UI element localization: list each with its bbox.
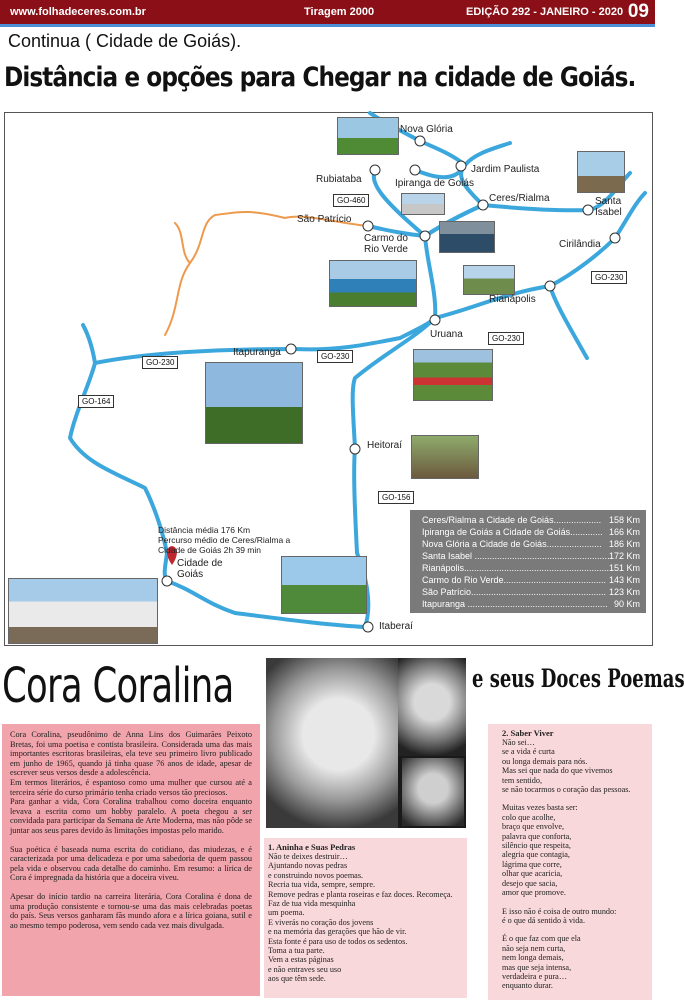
- town-dot-carmo: [420, 231, 430, 241]
- poem-line: Ajuntando novas pedras: [268, 861, 348, 871]
- distance-row: Itapuranga ........................................................ 90 Km: [422, 599, 640, 609]
- road-map: [4, 112, 653, 646]
- distance-table: [410, 510, 646, 613]
- poem-saber-viver: [488, 724, 652, 1000]
- poem-line: não seja nem curta,: [502, 943, 566, 953]
- tiragem: Tiragem 2000: [304, 6, 375, 18]
- town-dot-jardim-paulista: [456, 161, 466, 171]
- poem-line: Vem a estas páginas: [268, 955, 334, 965]
- photo-ipiranga: [401, 193, 445, 215]
- page-number: 09: [627, 1, 649, 22]
- site-url[interactable]: www.folhadeceres.com.br: [10, 6, 146, 18]
- road-label-go164: GO-164: [78, 395, 114, 408]
- label-ceres-rialma: Ceres/Rialma: [489, 193, 550, 204]
- label-ipiranga: Ipiranga de Goiás: [395, 178, 474, 189]
- label-heitorai: Heitoraí: [367, 440, 403, 451]
- town-dot-ceres-rialma: [478, 200, 488, 210]
- portrait-elderly: [266, 658, 398, 828]
- photo-uruana: [413, 349, 493, 401]
- distance-row: Santa Isabel ...................................................... 172 Km: [422, 551, 640, 561]
- poem-line: [502, 898, 652, 907]
- road-label-go230-uruana: GO-230: [488, 332, 524, 345]
- poem-line: Esta fonte é para uso de todos os sedentos.: [268, 936, 408, 946]
- headline: Distância e opções para Chegar na cidade de Goiás.: [4, 62, 636, 93]
- photo-santa-isabel: [577, 151, 625, 193]
- town-dot-cidade-goias: [162, 576, 172, 586]
- cora-portrait-collage: [266, 658, 466, 828]
- cora-subtitle: e seus Doces Poemas: [472, 664, 685, 693]
- poem-line: Toma a tua parte.: [268, 946, 325, 956]
- poem-line: silêncio que respeita,: [502, 841, 571, 851]
- town-dot-nova-gloria: [415, 136, 425, 146]
- continuation-label: Continua ( Cidade de Goiás).: [8, 31, 242, 51]
- town-dot-heitorai: [350, 444, 360, 454]
- label-rianapolis: Rianápolis: [489, 294, 536, 305]
- poem-line: e não entraves seu uso: [268, 964, 342, 974]
- bio-paragraph: Sua poética é baseada numa escrita do cotidiano, das miudezas, e é caracterizada por uma delicadeza e por uma sabedoria de quem passou pela vida e observou cada detalhe do caminho. Em resumo: a lírica de Cora é impregnada da história que a doceira viveu.: [10, 844, 252, 883]
- label-cirilandia: Cirilândia: [559, 239, 601, 250]
- poem-line: um poema.: [268, 908, 305, 918]
- poem-line: se a vida é curta: [502, 747, 555, 757]
- poem-line: braço que envolve,: [502, 822, 565, 832]
- poem-line: [502, 925, 652, 934]
- road-label-go460: GO-460: [333, 194, 369, 207]
- photo-cidade-goias: [8, 578, 158, 644]
- distance-row: Nova Glória a Cidade de Goiás...................... 186 Km: [422, 539, 640, 549]
- poem-line: e construindo novos poemas.: [268, 870, 364, 880]
- poem-line: colo que acolhe,: [502, 812, 556, 822]
- photo-itapuranga: [205, 362, 303, 444]
- header-accent-line: [0, 24, 655, 27]
- distance-row: São Patrício...................................................... 123 Km: [422, 587, 640, 597]
- poem-line: Muitas vezes basta ser:: [502, 803, 578, 813]
- average-distance-note: Distância média 176 Km Percurso médio de Ceres/Rialma a Cidade de Goiás 2h 39 min: [158, 525, 291, 555]
- poem-line: desejo que sacia,: [502, 878, 558, 888]
- biography-box: [2, 724, 260, 996]
- poem-line: É o que faz com que ela: [502, 934, 581, 944]
- photo-carmo: [329, 260, 417, 307]
- poem-line: Não te deixes destruir…: [268, 852, 348, 861]
- poem-line: [502, 794, 652, 803]
- distance-row: Ceres/Rialma a Cidade de Goiás................... 158 Km: [422, 515, 640, 525]
- town-dot-uruana: [430, 315, 440, 325]
- poem-line: Recria tua vida, sempre, sempre.: [268, 880, 376, 890]
- road-go460-alt-branch: [175, 223, 190, 263]
- road-label-go230-west: GO-230: [142, 356, 178, 369]
- poem-line: se não tocarmos o coração das pessoas.: [502, 785, 631, 795]
- poem-aninha: [264, 838, 467, 998]
- photo-heitorai: [411, 435, 479, 479]
- photo-nova-gloria: [337, 117, 399, 155]
- label-sao-patricio: São Patrício: [297, 214, 352, 225]
- poem-line: amor que promove.: [502, 888, 566, 898]
- cora-title: Cora Coralina: [2, 658, 234, 714]
- label-rubiataba: Rubiataba: [316, 174, 362, 185]
- poem-line: E viverás no coração dos jovens: [268, 917, 374, 927]
- poem-line: palavra que conforta,: [502, 831, 572, 841]
- road-cirilandia-south: [550, 286, 587, 358]
- poem-line: Remove pedras e planta roseiras e faz doces. Recomeça.: [268, 889, 453, 899]
- poem-line: nem longa demais,: [502, 953, 564, 963]
- poem-line: aos que têm sede.: [268, 974, 326, 984]
- poem-line: Faz de tua vida mesquinha: [268, 899, 356, 909]
- town-dot-itapuranga: [286, 344, 296, 354]
- portrait-old-woman: [402, 758, 464, 826]
- photo-ceres: [439, 221, 495, 253]
- label-itapuranga: Itapuranga: [233, 347, 281, 358]
- town-dot-sao-patricio: [363, 221, 373, 231]
- poem-line: é o que dá sentido à vida.: [502, 915, 585, 925]
- road-label-go156: GO-156: [378, 491, 414, 504]
- poem-title: 1. Aninha e Suas Pedras: [268, 842, 356, 852]
- bio-paragraph: Cora Coralina, pseudônimo de Anna Lins dos Guimarães Peixoto Bretas, foi uma poetisa e contista brasileira. Considerada uma das mais importantes escritoras brasileiras, ela teve seu primeiro livro publicado em junho de 1965, quando já tinha quase 76 anos de idade, apesar de escrever seus versos desde a adolescência. Em termos literários, é espantoso como uma mulher que cursou até a terceira série do curso primário tenha criado versos tão preciosos. Para ganhar a vida, Cora Coralina trabalhou como doceira enquanto levava a escrita como um hobby paralelo. A poeta chegou a ser convidada para participar da Semana de Arte Moderna, mas não pôde se juntar aos seus pares devido às limitações impostas pelo marido.: [10, 730, 252, 835]
- label-nova-gloria: Nova Glória: [400, 124, 453, 135]
- road-label-go230-itapuranga: GO-230: [317, 350, 353, 363]
- label-santa-isabel: Santa Isabel: [595, 196, 622, 218]
- poem-line: tem sentido,: [502, 775, 543, 785]
- town-dot-itaberai: [363, 622, 373, 632]
- poem-line: e na memória das gerações que hão de vir.: [268, 927, 407, 937]
- photo-rianapolis: [463, 265, 515, 295]
- label-jardim-paulista: Jardim Paulista: [471, 164, 540, 175]
- distance-row: Ipiranga de Goiás a Cidade de Goiás............. 166 Km: [422, 527, 640, 537]
- poem-line: olhar que acaricia,: [502, 869, 563, 879]
- portrait-young: [398, 658, 466, 756]
- poem-line: alegria que contagia,: [502, 850, 570, 860]
- town-dot-rianapolis: [545, 281, 555, 291]
- poem-line: verdadeira e pura…: [502, 971, 568, 981]
- poem-line: ou longa demais para nós.: [502, 756, 588, 766]
- label-itaberai: Itaberaí: [379, 621, 413, 632]
- road-label-go230-east: GO-230: [591, 271, 627, 284]
- town-dot-cirilandia: [610, 233, 620, 243]
- poem-line: lágrima que corre,: [502, 859, 562, 869]
- town-dot-ipiranga: [410, 165, 420, 175]
- poem-title: 2. Saber Viver: [502, 728, 554, 738]
- poem-line: mas que seja intensa,: [502, 962, 572, 972]
- distance-row: Rianápolis.......................................................... 151 Km: [422, 563, 640, 573]
- poem-line: enquanto durar.: [502, 981, 553, 991]
- town-dot-rubiataba: [370, 165, 380, 175]
- label-carmo: Carmo do Rio Verde: [364, 233, 408, 255]
- distance-row: Carmo do Rio Verde......................................... 143 Km: [422, 575, 640, 585]
- label-cidade-goias: Cidade de Goiás: [177, 558, 223, 580]
- edition: EDIÇÃO 292 - JANEIRO - 2020: [466, 6, 624, 18]
- photo-itaberai: [281, 556, 367, 614]
- poem-line: E isso não é coisa de outro mundo:: [502, 906, 617, 916]
- town-dot-santa-isabel: [583, 205, 593, 215]
- label-uruana: Uruana: [430, 329, 463, 340]
- poem-line: Mas sei que nada do que vivemos: [502, 766, 613, 776]
- bio-paragraph: Apesar do início tardio na carreira literária, Cora Coralina é dona de uma produção consistente e tornou-se uma das mais celebradas poetas do país. Seus versos ganharam fãs mundo afora e a lírica goiana, sutil e ao mesmo tempo poderosa, vem sendo cada vez mais divulgada.: [10, 891, 252, 930]
- poem-line: Não sei…: [502, 738, 535, 747]
